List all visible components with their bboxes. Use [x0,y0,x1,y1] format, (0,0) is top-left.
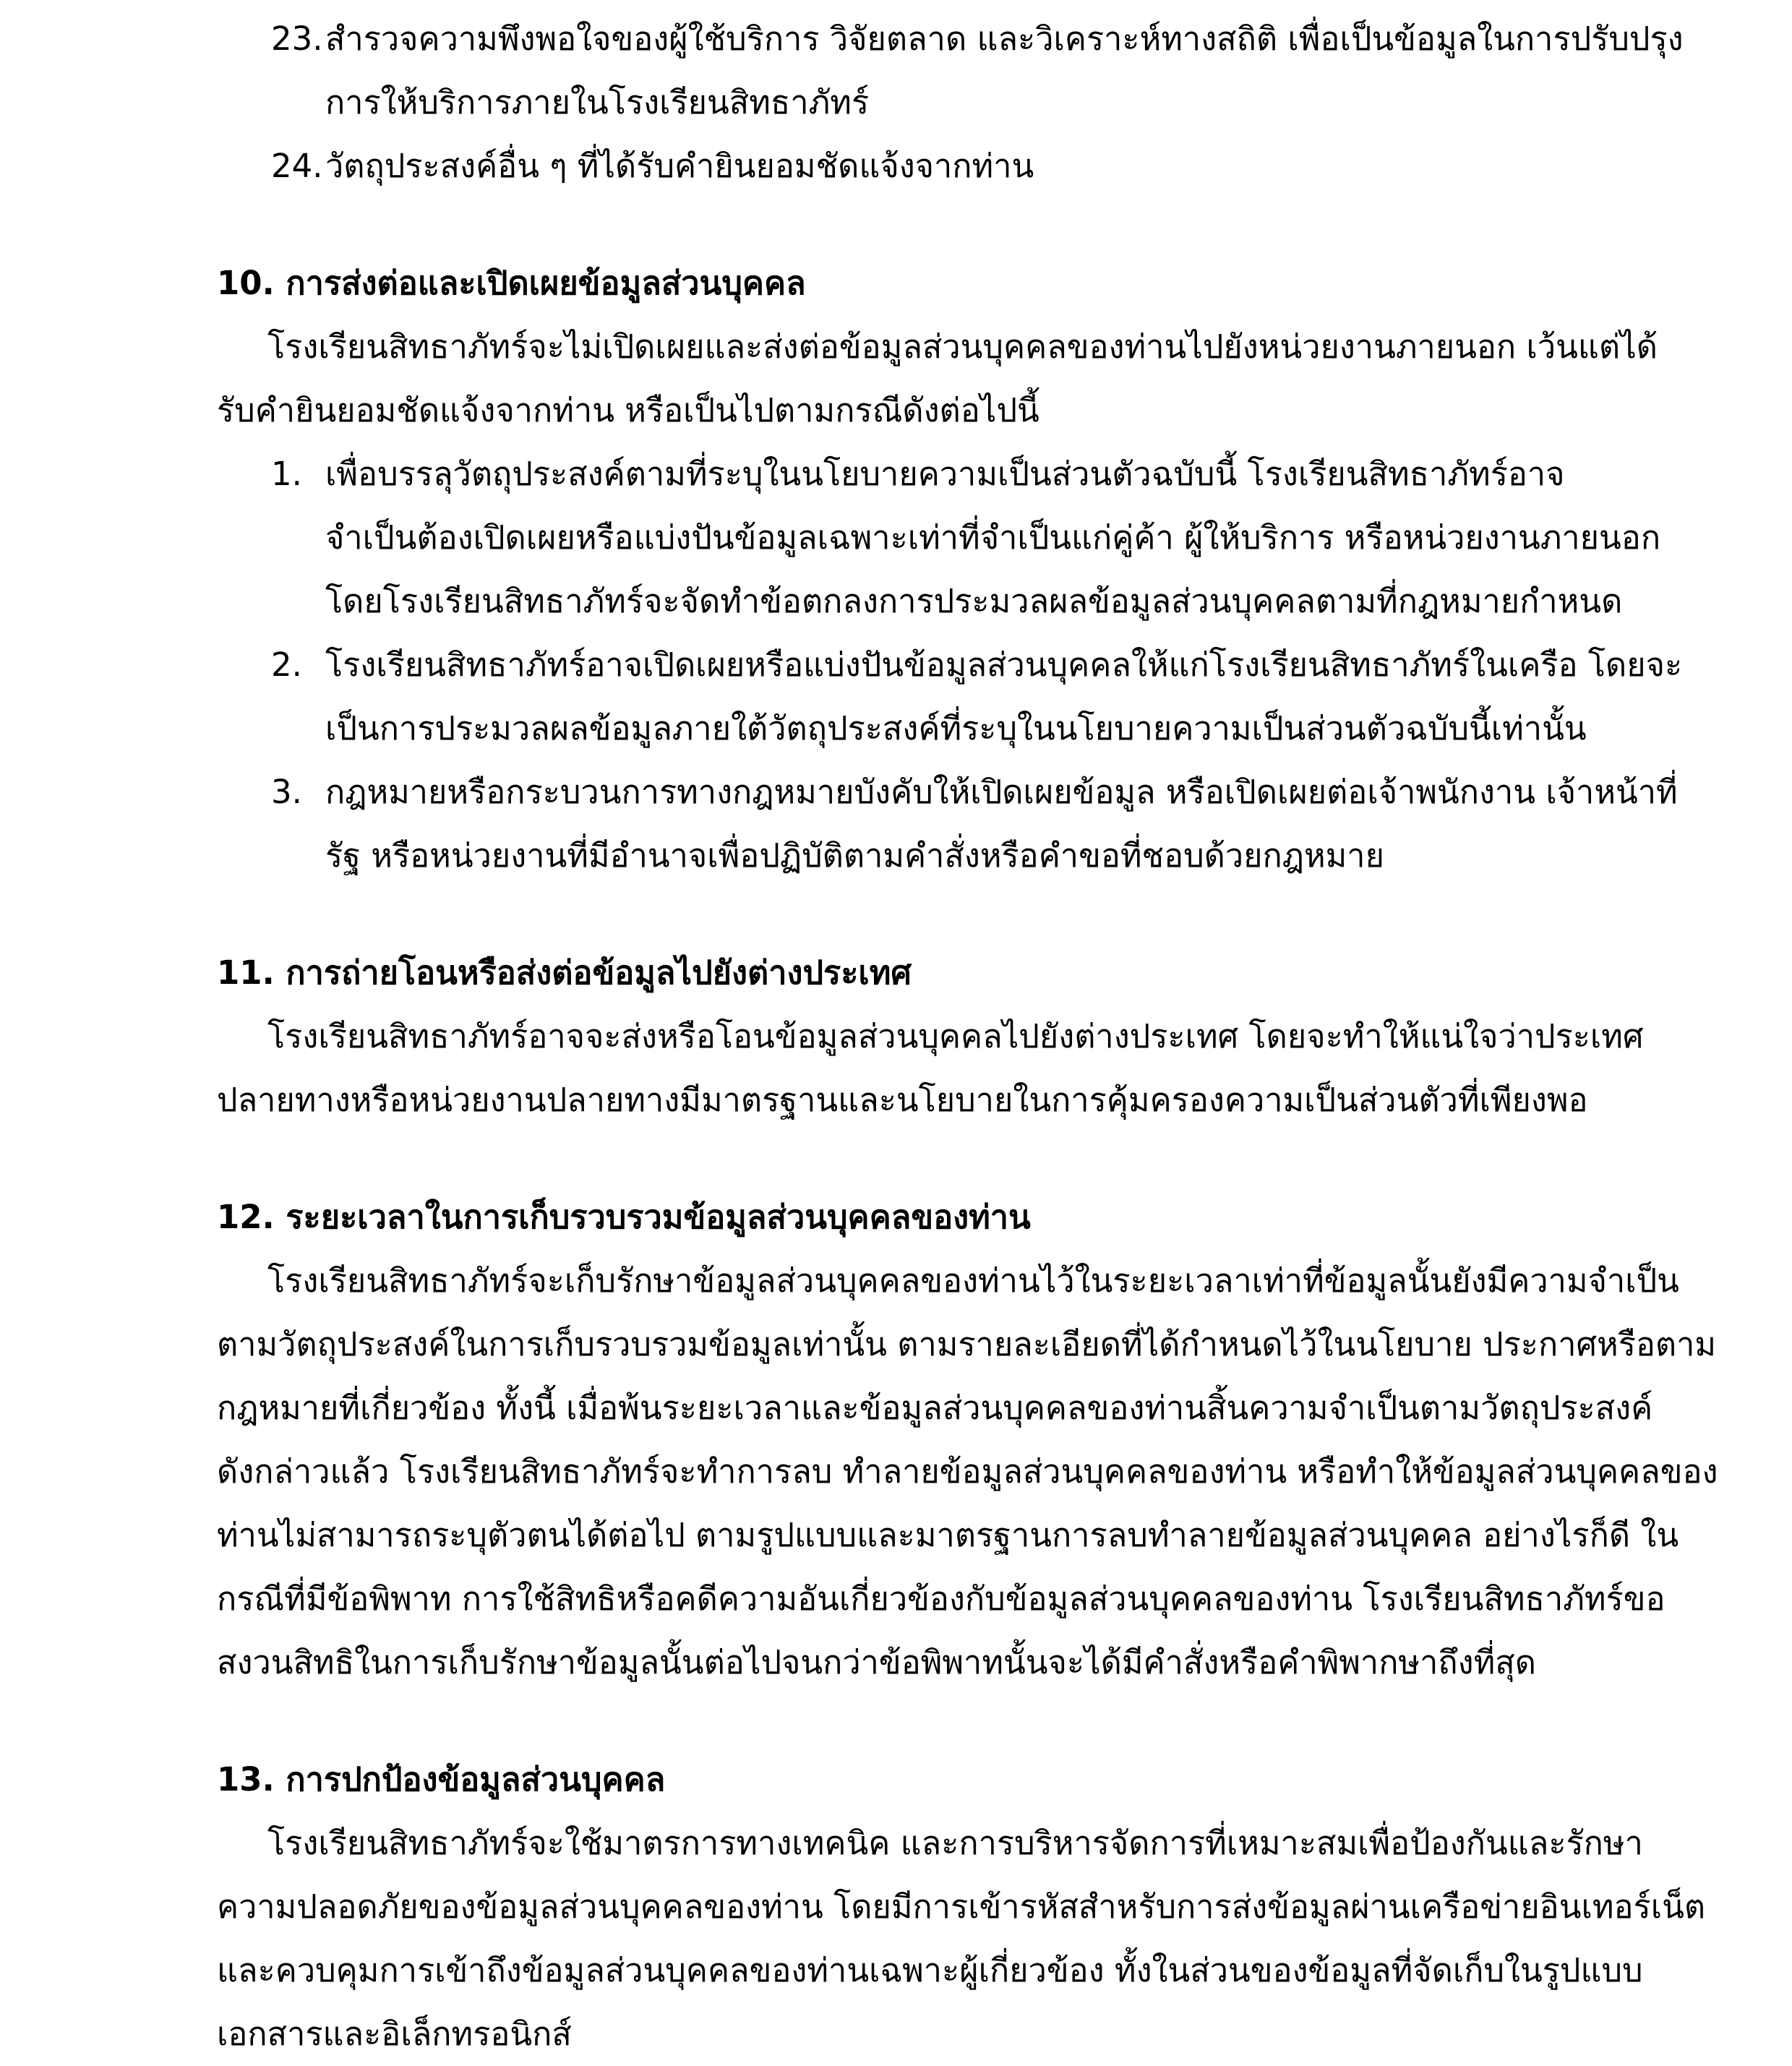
paragraph-line: ท่านไม่สามารถระบุตัวตนได้ต่อไป ตามรูปแบบและมาตรฐานการลบทำลายข้อมูลส่วนบุคคล อย่างไรก็ดี ใน [217,1516,1679,1554]
paragraph-line: และควบคุมการเข้าถึงข้อมูลส่วนบุคคลของท่านเฉพาะผู้เกี่ยวข้อง ทั้งในส่วนของข้อมูลที่จัดเก็บในรูปแบบ [217,1951,1643,1989]
purpose-list [271,7,1684,198]
list-text: วัตถุประสงค์อื่น ๆ ที่ได้รับคำยินยอมชัดแจ้งจากท่าน [325,147,1034,185]
section-paragraph [217,1812,1706,2066]
list-item [271,760,1678,888]
list-number: 1. [271,455,302,493]
section-heading: 13. การปกป้องข้อมูลส่วนบุคคล [217,1760,666,1799]
list-text: โรงเรียนสิทธาภัทร์อาจเปิดเผยหรือแบ่งปันข้อมูลส่วนบุคคลให้แก่โรงเรียนสิทธาภัทร์ในเครือ โดยจะ [325,646,1683,684]
paragraph-line: ตามวัตถุประสงค์ในการเก็บรวบรวมข้อมูลเท่านั้น ตามรายละเอียดที่ได้กำหนดไว้ในนโยบาย ประกาศหรือตาม [217,1325,1717,1363]
list-text: กฎหมายหรือกระบวนการทางกฎหมายบังคับให้เปิดเผยข้อมูล หรือเปิดเผยต่อเจ้าพนักงาน เจ้าหน้าที่ [325,773,1678,811]
list-item [271,633,1683,760]
list-item [271,7,1684,134]
section-paragraph [217,1005,1644,1132]
paragraph-line: รับคำยินยอมชัดแจ้งจากท่าน หรือเป็นไปตามกรณีดังต่อไปนี้ [217,391,1039,429]
list-text: เป็นการประมวลผลข้อมูลภายใต้วัตถุประสงค์ที่ระบุในนโยบายความเป็นส่วนตัวฉบับนี้เท่านั้น [325,709,1587,747]
list-text: รัฐ หรือหน่วยงานที่มีอำนาจเพื่อปฏิบัติตามคำสั่งหรือคำขอที่ชอบด้วยกฎหมาย [325,836,1384,875]
section-paragraph [217,315,1658,442]
list-text: โดยโรงเรียนสิทธาภัทร์จะจัดทำข้อตกลงการประมวลผลข้อมูลส่วนบุคคลตามที่กฎหมายกำหนด [325,582,1623,620]
section-10 [217,252,1683,888]
paragraph-line: โรงเรียนสิทธาภัทร์จะไม่เปิดเผยและส่งต่อข้อมูลส่วนบุคคลของท่านไปยังหน่วยงานภายนอก เว้นแต่ได้ [267,327,1658,366]
section-paragraph [217,1249,1718,1694]
list-text: การให้บริการภายในโรงเรียนสิทธาภัทร์ [325,83,870,121]
section-heading: 11. การถ่ายโอนหรือส่งต่อข้อมูลไปยังต่างประเทศ [217,953,912,992]
list-text: เพื่อบรรลุวัตถุประสงค์ตามที่ระบุในนโยบายความเป็นส่วนตัวฉบับนี้ โรงเรียนสิทธาภัทร์อาจ [325,455,1565,493]
paragraph-line: โรงเรียนสิทธาภัทร์อาจจะส่งหรือโอนข้อมูลส่วนบุคคลไปยังต่างประเทศ โดยจะทำให้แน่ใจว่าประเทศ [267,1017,1644,1055]
section-heading: 10. การส่งต่อและเปิดเผยข้อมูลส่วนบุคคล [217,264,806,302]
paragraph-line: กฎหมายที่เกี่ยวข้อง ทั้งนี้ เมื่อพ้นระยะเวลาและข้อมูลส่วนบุคคลของท่านสิ้นความจำเป็นตามวัตถุประสงค์ [217,1389,1653,1427]
list-number: 23. [271,20,323,58]
paragraph-line: โรงเรียนสิทธาภัทร์จะเก็บรักษาข้อมูลส่วนบุคคลของท่านไว้ในระยะเวลาเท่าที่ข้อมูลนั้นยังมีความจำเป็น [267,1261,1679,1300]
paragraph-line: ความปลอดภัยของข้อมูลส่วนบุคคลของท่าน โดยมีการเข้ารหัสสำหรับการส่งข้อมูลผ่านเครือข่ายอินเทอร์เน็ต [217,1887,1706,1926]
paragraph-line: สงวนสิทธิในการเก็บรักษาข้อมูลนั้นต่อไปจนกว่าข้อพิพาทนั้นจะได้มีคำสั่งหรือคำพิพากษาถึงที่สุด [217,1643,1536,1681]
section-13 [217,1748,1706,2066]
paragraph-line: กรณีที่มีข้อพิพาท การใช้สิทธิหรือคดีความอันเกี่ยวข้องกับข้อมูลส่วนบุคคลของท่าน โรงเรียนสิทธาภัทร์ขอ [217,1579,1665,1618]
list-number: 3. [271,773,302,811]
section-11 [217,941,1644,1132]
list-text: จำเป็นต้องเปิดเผยหรือแบ่งปันข้อมูลเฉพาะเท่าที่จำเป็นแก่คู่ค้า ผู้ให้บริการ หรือหน่วยงานภายนอก [325,518,1661,557]
paragraph-line: เอกสารและอิเล็กทรอนิกส์ [217,2015,572,2053]
section-heading: 12. ระยะเวลาในการเก็บรวบรวมข้อมูลส่วนบุคคลของท่าน [217,1198,1031,1236]
paragraph-line: โรงเรียนสิทธาภัทร์จะใช้มาตรการทางเทคนิค และการบริหารจัดการที่เหมาะสมเพื่อป้องกันและรักษา [267,1824,1643,1862]
paragraph-line: ดังกล่าวแล้ว โรงเรียนสิทธาภัทร์จะทำการลบ ทำลายข้อมูลส่วนบุคคลของท่าน หรือทำให้ข้อมูลส่วนบุคคลของ [217,1452,1718,1491]
list-item [271,134,1590,198]
list-number: 24. [271,147,323,185]
section-12 [217,1186,1718,1694]
list-text: สำรวจความพึงพอใจของผู้ใช้บริการ วิจัยตลาด และวิเคราะห์ทางสถิติ เพื่อเป็นข้อมูลในการปรับปรุง [325,20,1684,58]
list-item [271,442,1661,633]
disclosure-list [271,442,1683,888]
document-page [217,7,1718,2066]
paragraph-line: ปลายทางหรือหน่วยงานปลายทางมีมาตรฐานและนโยบายในการคุ้มครองความเป็นส่วนตัวที่เพียงพอ [217,1081,1588,1119]
list-number: 2. [271,646,302,684]
